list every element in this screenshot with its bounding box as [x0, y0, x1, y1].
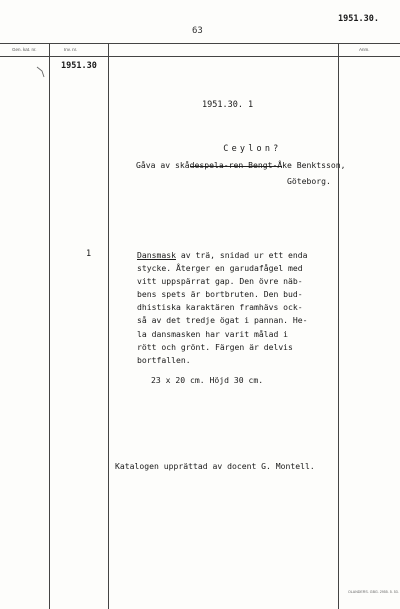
top-right-number: 1951.30. — [338, 14, 379, 24]
description-line: så av det tredje ögat i pannan. He- — [137, 315, 308, 326]
column-label-gen-kat-nr: Gen. kat. nr. — [12, 47, 37, 52]
description-line: bortfallen. — [137, 354, 191, 365]
item-description — [137, 249, 347, 367]
header-rule-bottom — [0, 56, 400, 57]
donor-line-1: Gåva av skådespela-ren Bengt-Åke Benktsson, — [136, 160, 346, 170]
entry-heading-number: 1951.30. 1 — [202, 100, 254, 110]
catalog-note: Katalogen upprättad av docent G. Montell. — [115, 461, 315, 471]
item-number: 1 — [86, 249, 92, 259]
description-line: bens spets är bortbruten. Den bud- — [137, 289, 303, 300]
description-first-text: av trä, snidad ur ett enda — [175, 250, 308, 260]
dimensions: 23 x 20 cm. Höjd 30 cm. — [151, 375, 264, 385]
column-divider-2 — [108, 43, 109, 609]
column-label-inv-nr: Inv. nr. — [64, 47, 78, 52]
column-divider-1 — [49, 43, 50, 609]
printer-mark: OLANDERS. GBG. 2955. 5. 53. — [348, 590, 399, 594]
description-line: la dansmasken har varit målad i — [137, 328, 289, 339]
place-text: Ceylon? — [223, 144, 282, 154]
inventory-number: 1951.30 — [61, 61, 97, 71]
donor-line-2: Göteborg. — [287, 176, 331, 186]
description-line: rött och grönt. Färgen är delvis — [137, 341, 293, 352]
item-term: Dansmask — [137, 250, 176, 260]
description-first-line — [137, 249, 347, 262]
header-rule-top — [0, 43, 400, 44]
description-line: stycke. Återger en garudafågel med — [137, 263, 303, 274]
page-number: 63 — [192, 26, 203, 36]
description-line: vitt uppspärrat gap. Den övre näb- — [137, 276, 303, 287]
pencil-tick-mark — [36, 65, 48, 79]
column-label-anm: Anm. — [359, 47, 370, 52]
description-line: dhistiska karaktären framhävs ock- — [137, 302, 303, 313]
